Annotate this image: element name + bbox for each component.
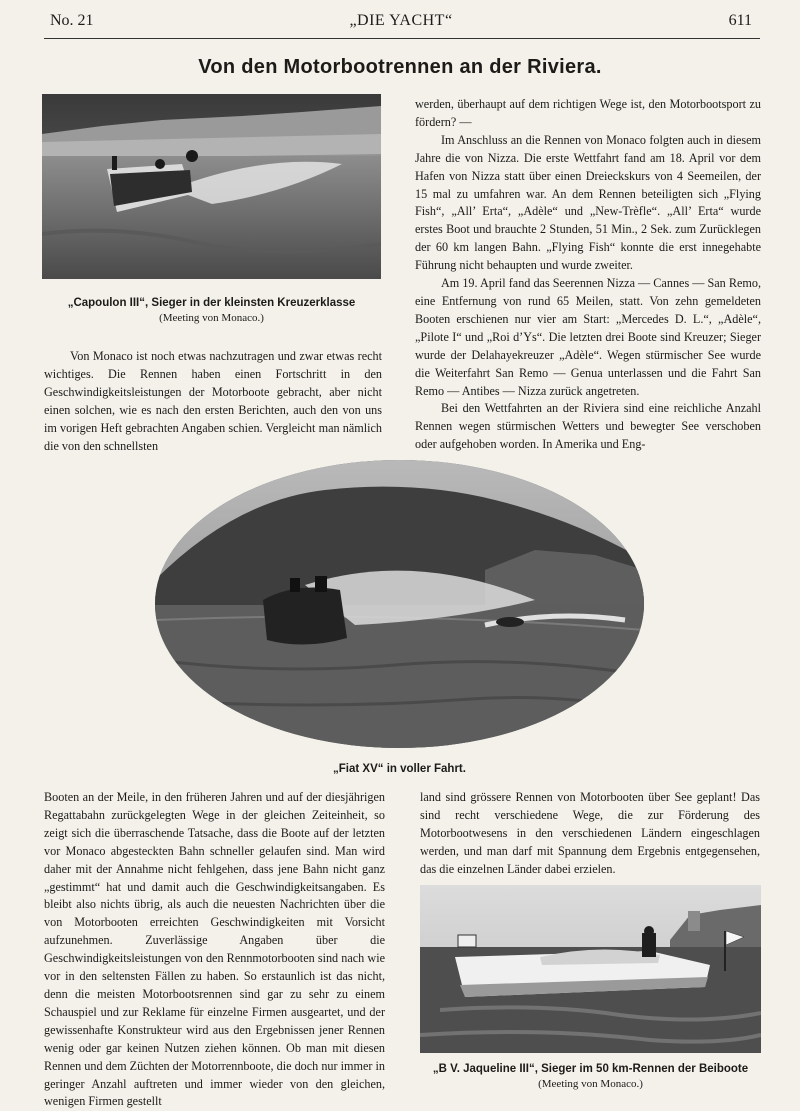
caption-capoulon-sub: (Meeting von Monaco.) [159, 312, 264, 324]
photo-jaqueline [420, 885, 761, 1053]
paragraph: Am 19. April fand das Seerennen Nizza — Cannes — San Remo, eine Entfernung von rund 65 Meilen, statt. Von zehn gemeldeten Booten erschienen nur vier am Start: „Mercedes D. L.“, „Adèle“, „Pilote I“ und „Roi d’Ys“. Die letzten drei Boote sind Kreuzer; Sieger wurde der Delahayekreuzer „Adèle“. Wegen stürmischer See wurde die Weiterfahrt San Remo — Genua unterlassen und die Fahrt San Remo — Antibes — Nizza zurück angetreten. [415, 276, 761, 398]
caption-jaqueline [420, 1062, 761, 1092]
caption-jaqueline-title: „B V. Jaqueline III“, Sieger im 50 km-Rennen der Beiboote [432, 1063, 749, 1075]
article-title: Von den Motorbootrennen an der Riviera. [198, 56, 602, 78]
text-left-bottom [44, 789, 385, 1111]
paragraph: land sind grössere Rennen von Motorbooten über See geplant! Das sind recht verschiedene Wege, die zur Förderung des Motorbootwesens in den verschiedenen Ländern eingeschlagen werden, und man darf mit Spannung dem Ergebnis entgegensehen, das die einzelnen Länder dabei erzielen. [420, 790, 760, 876]
paragraph: Bei den Wettfahrten an der Riviera sind eine reichliche Anzahl Rennen wegen stürmischen Wetters und bewegter See verschoben oder aufgehoben worden. In Amerika und Eng- [415, 401, 761, 452]
paragraph: werden, überhaupt auf dem richtigen Wege ist, den Motorbootsport zu fördern? — [415, 97, 761, 129]
caption-fiat [155, 762, 644, 777]
page-header [50, 12, 752, 36]
text-right-bottom [420, 789, 760, 879]
caption-capoulon [42, 296, 381, 326]
magazine-name: „DIE YACHT“ [349, 12, 453, 29]
paragraph: Im Anschluss an die Rennen von Monaco folgten auch in diesem Jahre die von Nizza. Die erste Wettfahrt fand am 18. April vor dem Hafen von Nizza statt über einen Dreieckskurs von 4 Seemeilen, der 15 mal zu umfahren war. An dem Rennen beteiligten sich „Flying Fish“, „All’ Erta“, „Adèle“ und „New-Trèfle“. „All’ Erta“ wurde erstes Boot und brauchte 2 Stunden, 51 Min., 2 Sek. zum Zurücklegen der 60 km langen Bahn. „Flying Fish“ konnte die erst innegehabte Führung nicht behaupten und wurde zweiter. [415, 132, 761, 273]
photo-fiat-xv [155, 460, 644, 748]
caption-fiat-title: „Fiat XV“ in voller Fahrt. [333, 763, 466, 775]
text-right-top [415, 96, 761, 454]
caption-jaqueline-sub: (Meeting von Monaco.) [538, 1078, 643, 1090]
photo-capoulon [42, 94, 381, 279]
text-left-top [44, 348, 382, 455]
page-number: 611 [728, 12, 752, 29]
header-rule [44, 38, 760, 39]
issue-number: No. 21 [50, 12, 94, 29]
paragraph: Booten an der Meile, in den früheren Jahren und auf der diesjährigen Regattabahn zurückgelegten Wege in der gleichen Zeiteinheit, so zeigt sich die überraschende Tatsache, dass die Boote auf der letzten vor Monaco abgesteckten Bahn schneller gelaufen sind. Man wird daher mit der Annahme nicht fehlgehen, dass jene Bahn nicht ganz „gestimmt“ hat und damit auch die Geschwindigkeitsangaben. Es bleibt also nichts übrig, als auch die neuesten Nachrichten über die von Motorbooten erreichten Geschwindigkeiten mit Vorsicht aufzunehmen. Zuverlässige Angaben über die Geschwindigkeitsleistungen von den Rennmotorbooten sind nach wie vor in den seltensten Fällen zu haben. So erstaunlich ist das nicht, denn die meisten Motorbootsrennen sind gar zu sehr zu einem Schauspiel und zur Reklame für einzelne Firmen ausgeartet, und der gewissenhafte Konstrukteur wird aus den Ergebnissen jener Rennen wenig oder gar keinen Nutzen ziehen können. Ob man mit diesen Rennen und dem Züchten der Motorrennboote, die doch nur immer in geringer Anzahl auftreten und immer wieder von den gleichen, wenigen Firmen gestellt [44, 790, 385, 1109]
caption-capoulon-title: „Capoulon III“, Sieger in der kleinsten Kreuzerklasse [67, 297, 356, 309]
paragraph: Von Monaco ist noch etwas nachzutragen und zwar etwas recht wichtiges. Die Rennen haben einen Fortschritt in den Geschwindigkeitsleistungen der Motorboote gebracht, aber nicht einen solchen, wie es nach den ersten Berichten, auch den von uns im vorigen Heft gebrachten Angaben schien. Vergleicht man nämlich die von den schnellsten [44, 349, 382, 453]
